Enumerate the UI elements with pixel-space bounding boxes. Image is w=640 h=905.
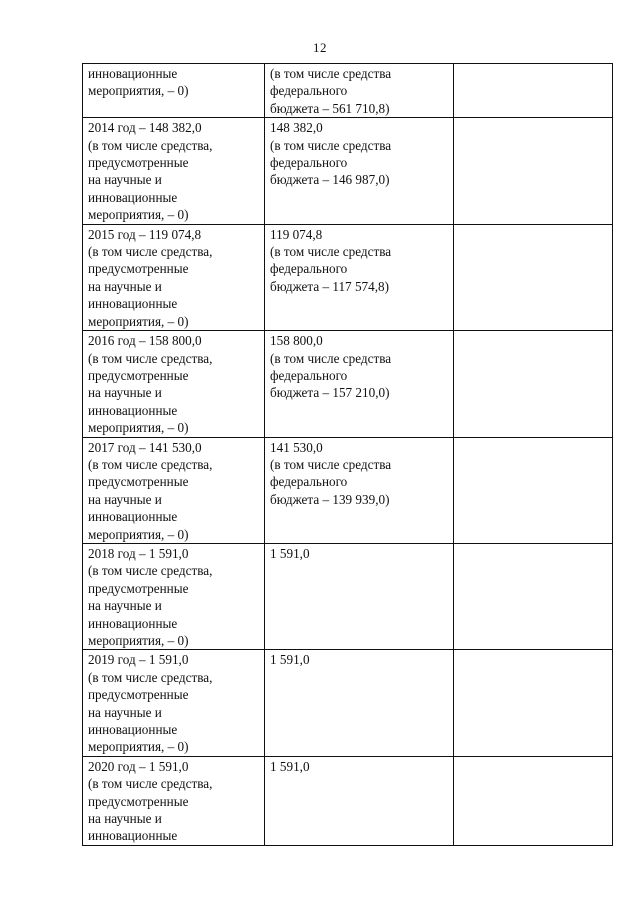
budget-detail-cell: 119 074,8 (в том числе средства федерального бюджета – 117 574,8) [265, 224, 454, 330]
table-row [83, 331, 613, 437]
budget-table [82, 63, 613, 846]
budget-detail-cell: 158 800,0 (в том числе средства федерального бюджета – 157 210,0) [265, 331, 454, 437]
table-row [83, 437, 613, 543]
year-funding-cell: 2015 год – 119 074,8 (в том числе средства, предусмотренные на научные и инновационные мероприятия, – 0) [83, 224, 265, 330]
empty-cell [454, 331, 613, 437]
year-funding-cell: инновационные мероприятия, – 0) [83, 64, 265, 118]
budget-detail-cell: 1 591,0 [265, 543, 454, 649]
empty-cell [454, 543, 613, 649]
year-funding-cell: 2017 год – 141 530,0 (в том числе средства, предусмотренные на научные и инновационные мероприятия, – 0) [83, 437, 265, 543]
empty-cell [454, 64, 613, 118]
page-number: 12 [313, 40, 327, 55]
table-row [83, 756, 613, 845]
budget-detail-cell: 148 382,0 (в том числе средства федерального бюджета – 146 987,0) [265, 118, 454, 224]
budget-detail-cell: 141 530,0 (в том числе средства федерального бюджета – 139 939,0) [265, 437, 454, 543]
table-row [83, 224, 613, 330]
table-row [83, 118, 613, 224]
budget-detail-cell: 1 591,0 [265, 650, 454, 756]
empty-cell [454, 118, 613, 224]
budget-detail-cell: (в том числе средства федерального бюджета – 561 710,8) [265, 64, 454, 118]
budget-detail-cell: 1 591,0 [265, 756, 454, 845]
year-funding-cell: 2014 год – 148 382,0 (в том числе средства, предусмотренные на научные и инновационные мероприятия, – 0) [83, 118, 265, 224]
year-funding-cell: 2019 год – 1 591,0 (в том числе средства, предусмотренные на научные и инновационные мероприятия, – 0) [83, 650, 265, 756]
empty-cell [454, 437, 613, 543]
table-row [83, 650, 613, 756]
year-funding-cell: 2018 год – 1 591,0 (в том числе средства, предусмотренные на научные и инновационные мероприятия, – 0) [83, 543, 265, 649]
table-row [83, 543, 613, 649]
table-row [83, 64, 613, 118]
year-funding-cell: 2020 год – 1 591,0 (в том числе средства, предусмотренные на научные и инновационные [83, 756, 265, 845]
empty-cell [454, 650, 613, 756]
empty-cell [454, 224, 613, 330]
empty-cell [454, 756, 613, 845]
year-funding-cell: 2016 год – 158 800,0 (в том числе средства, предусмотренные на научные и инновационные мероприятия, – 0) [83, 331, 265, 437]
